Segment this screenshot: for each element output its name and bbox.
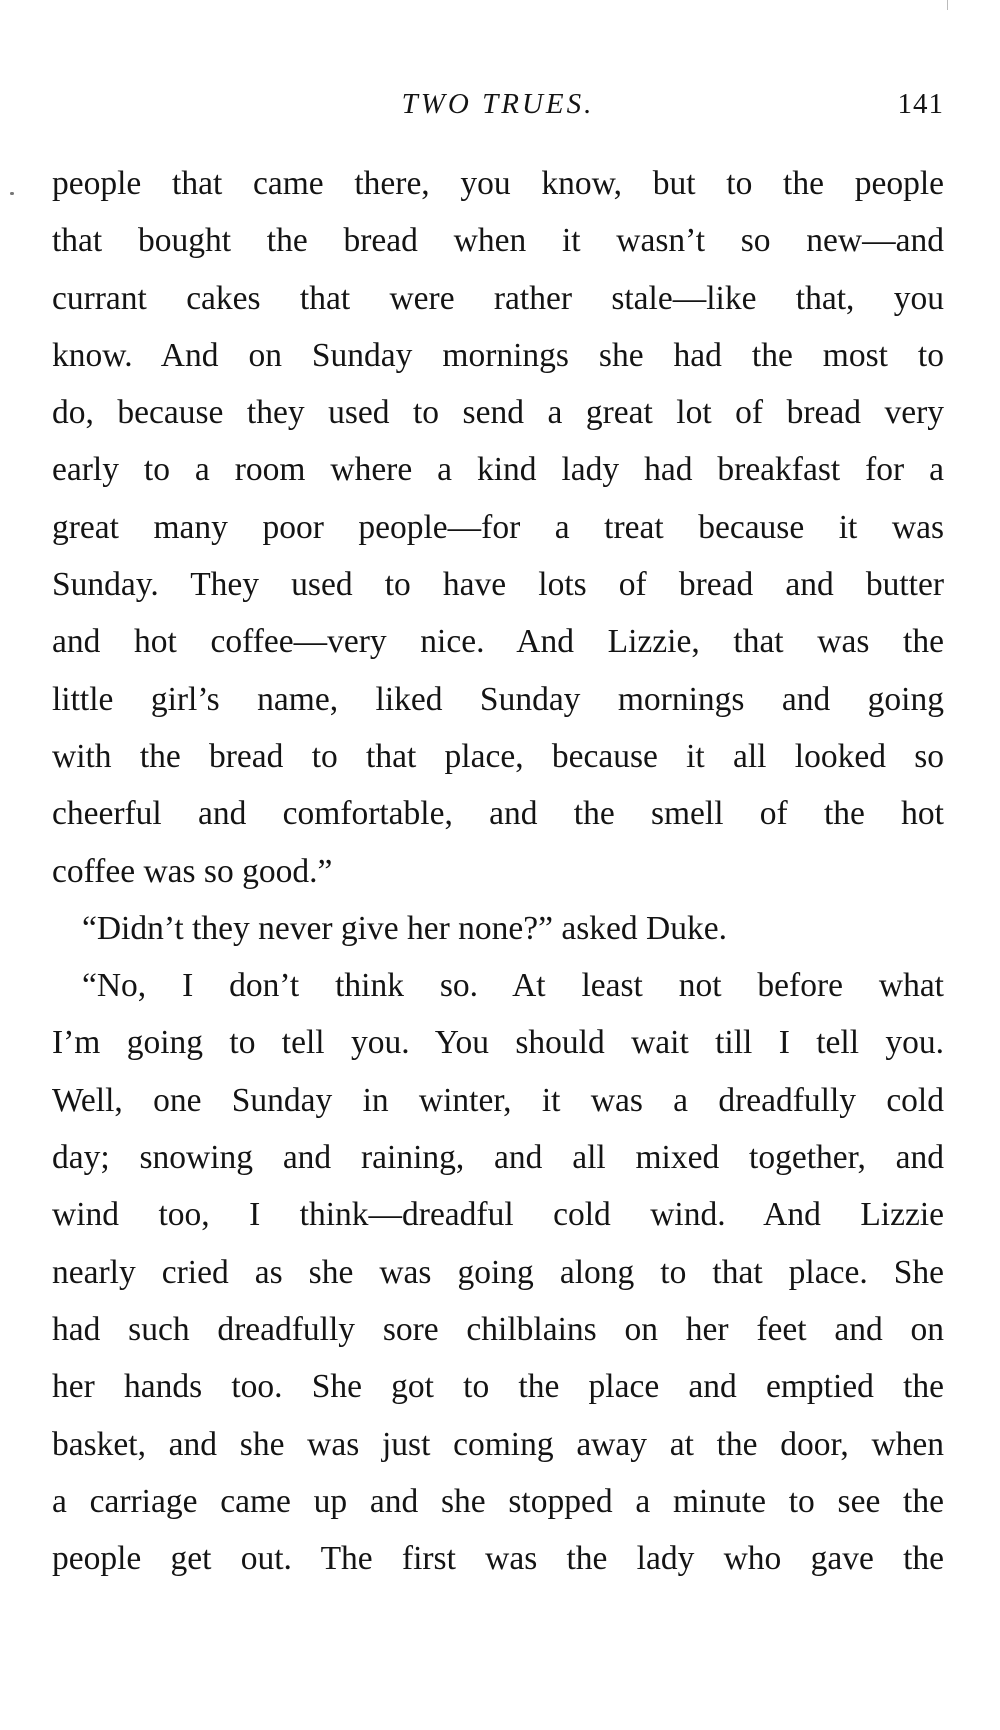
running-title: TWO TRUES. xyxy=(401,88,595,120)
text-line: that bought the bread when it wasn’t so new—and xyxy=(52,222,944,260)
scan-speck xyxy=(10,192,14,195)
text-line: her hands too. She got to the place and emptied the xyxy=(52,1368,944,1406)
text-line: nearly cried as she was going along to that place. She xyxy=(52,1253,944,1291)
text-line: little girl’s name, liked Sunday mornings and going xyxy=(52,680,944,718)
text-line: wind too, I think—dreadful cold wind. And Lizzie xyxy=(52,1196,944,1234)
text-line: cheerful and comfortable, and the smell of the hot xyxy=(52,795,944,833)
text-line: a carriage came up and she stopped a minute to see the xyxy=(52,1482,944,1520)
text-line: with the bread to that place, because it all looked so xyxy=(52,737,944,775)
text-line: early to a room where a kind lady had breakfast for a xyxy=(52,451,944,489)
text-line: Well, one Sunday in winter, it was a dreadfully cold xyxy=(52,1081,944,1119)
text-line: I’m going to tell you. You should wait till I tell you. xyxy=(52,1024,944,1062)
dialogue-line: “Didn’t they never give her none?” asked Duke. xyxy=(82,909,727,947)
text-line: great many poor people—for a treat because it was xyxy=(52,508,944,546)
text-line: know. And on Sunday mornings she had the most to xyxy=(52,336,944,374)
text-line: people get out. The first was the lady who gave the xyxy=(52,1540,944,1578)
body-text xyxy=(52,155,944,1587)
text-line: basket, and she was just coming away at the door, when xyxy=(52,1425,944,1463)
text-line: and hot coffee—very nice. And Lizzie, that was the xyxy=(52,623,944,661)
page-number: 141 xyxy=(897,88,944,120)
text-line: do, because they used to send a great lot of bread very xyxy=(52,394,944,432)
paragraph-end-line: coffee was so good.” xyxy=(52,852,333,890)
scan-mark xyxy=(947,0,948,10)
text-line: Sunday. They used to have lots of bread and butter xyxy=(52,566,944,604)
text-line: had such dreadfully sore chilblains on her feet and on xyxy=(52,1310,944,1348)
page-header xyxy=(52,88,944,128)
paragraph-start-line: “No, I don’t think so. At least not before what xyxy=(82,967,944,1005)
text-line: day; snowing and raining, and all mixed together, and xyxy=(52,1139,944,1177)
text-line: people that came there, you know, but to the people xyxy=(52,165,944,202)
text-line: currant cakes that were rather stale—like that, you xyxy=(52,279,944,317)
